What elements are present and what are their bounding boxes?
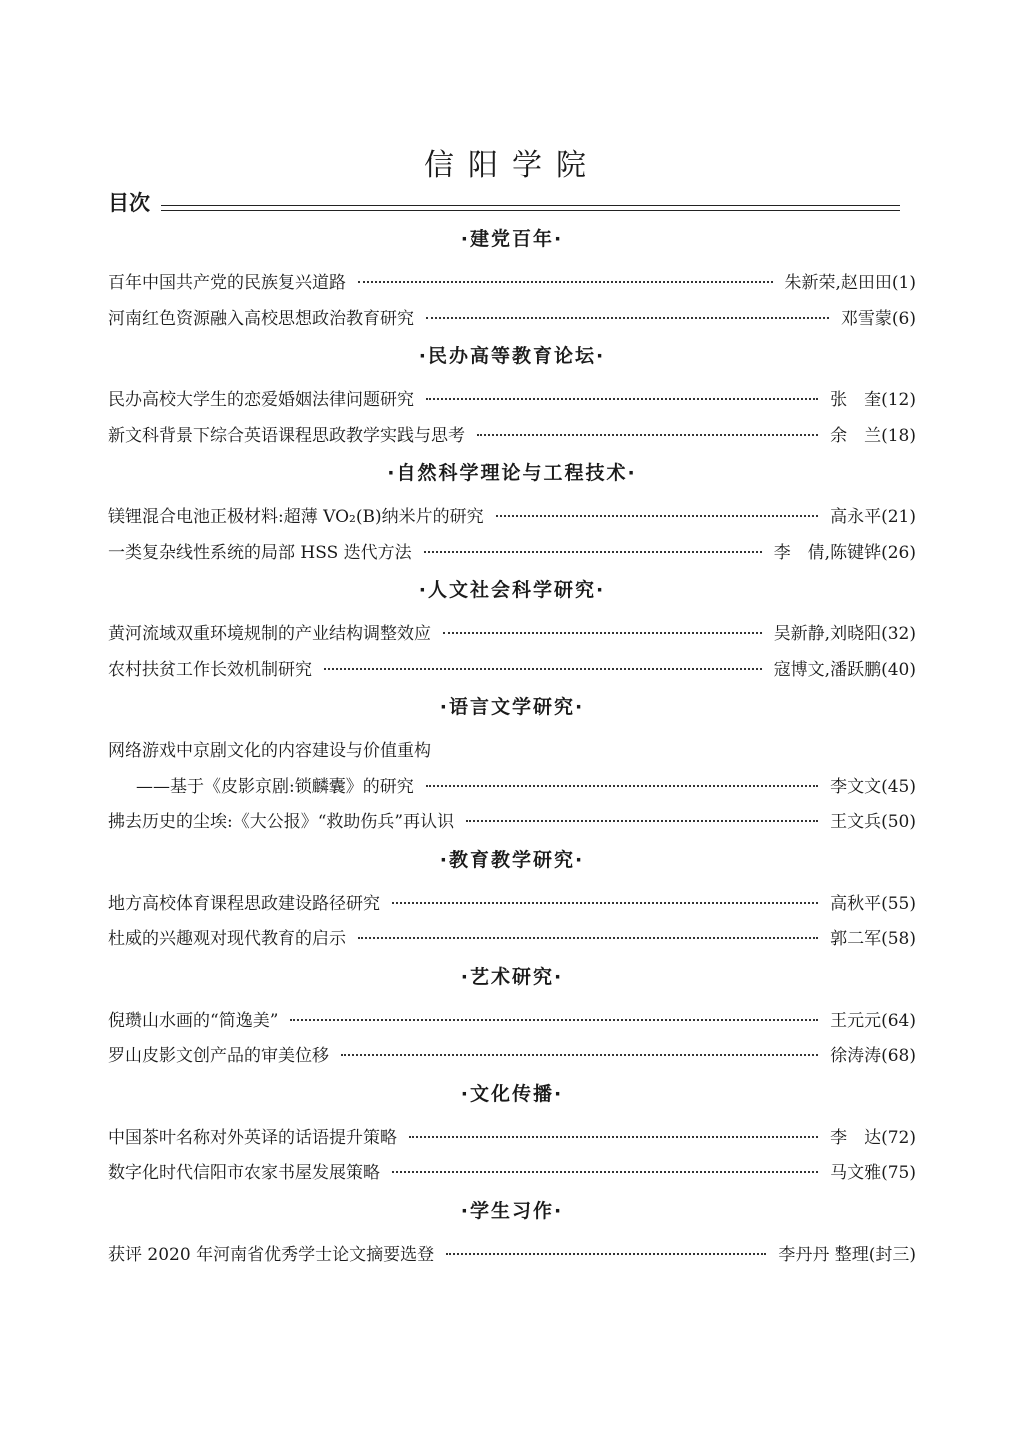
section-spacer bbox=[108, 609, 916, 617]
toc-entry[interactable] bbox=[108, 653, 916, 689]
toc-entry-author-page: 余 兰(18) bbox=[830, 425, 916, 446]
journal-title: 信阳学院 bbox=[424, 148, 600, 183]
toc-entry-author-page: 吴新静,刘晓阳(32) bbox=[773, 624, 916, 644]
toc-entry-title: 河南红色资源融入高校思想政治教育研究 bbox=[108, 308, 414, 329]
toc-entry-title: 一类复杂线性系统的局部 HSS 迭代方法 bbox=[108, 542, 412, 563]
toc-entry[interactable] bbox=[108, 617, 916, 653]
toc-double-rule bbox=[161, 205, 900, 211]
toc-entry-title: 新文科背景下综合英语课程思政教学实践与思考 bbox=[108, 425, 465, 446]
toc-header bbox=[108, 190, 900, 220]
section-spacer bbox=[108, 258, 916, 266]
toc-entry-author-page: 王元元(64) bbox=[830, 1010, 916, 1031]
toc-entry[interactable] bbox=[108, 805, 916, 841]
toc-entry[interactable] bbox=[108, 266, 916, 302]
dot-leader bbox=[477, 434, 818, 436]
section-spacer bbox=[108, 375, 916, 383]
section-spacer bbox=[108, 996, 916, 1004]
toc-entry-author-page: 郭二军(58) bbox=[830, 929, 916, 949]
toc-entry-title: 地方高校体育课程思政建设路径研究 bbox=[108, 893, 380, 914]
section-heading: ·文化传播· bbox=[460, 1082, 564, 1105]
section-spacer bbox=[108, 492, 916, 500]
toc-entry-title: 拂去历史的尘埃:《大公报》“救助伤兵”再认识 bbox=[108, 812, 455, 832]
toc-entry[interactable] bbox=[108, 1039, 916, 1075]
toc-entry[interactable] bbox=[108, 1238, 916, 1274]
toc-entry-title: 中国茶叶名称对外英译的话语提升策略 bbox=[108, 1127, 397, 1148]
section-heading: ·自然科学理论与工程技术· bbox=[387, 462, 637, 484]
toc-entry-author-page: 高永平(21) bbox=[830, 507, 916, 527]
toc-entry-author-page: 王文兵(50) bbox=[830, 812, 916, 832]
toc-entry-title: 数字化时代信阳市农家书屋发展策略 bbox=[108, 1163, 380, 1183]
toc-entry[interactable] bbox=[108, 383, 916, 419]
toc-entry-author-page: 李丹丹 整理(封三) bbox=[778, 1244, 916, 1265]
section-spacer bbox=[108, 726, 916, 734]
dot-leader bbox=[409, 1136, 818, 1138]
dot-leader bbox=[324, 668, 762, 670]
toc-entry[interactable] bbox=[108, 419, 916, 455]
toc-entry-author-page: 马文雅(75) bbox=[830, 1163, 916, 1183]
toc-entry-author-page: 李文文(45) bbox=[830, 776, 916, 797]
dot-leader bbox=[341, 1054, 818, 1056]
section-spacer bbox=[108, 1113, 916, 1121]
toc-entry[interactable] bbox=[108, 770, 916, 806]
dot-leader bbox=[392, 1171, 818, 1173]
section-heading: ·艺术研究· bbox=[460, 965, 564, 988]
toc-label: 目次 bbox=[108, 191, 150, 215]
toc-entry-title: 获评 2020 年河南省优秀学士论文摘要选登 bbox=[108, 1244, 435, 1265]
toc-entry-title: 镁锂混合电池正极材料:超薄 VO₂(B)纳米片的研究 bbox=[108, 507, 484, 527]
dot-leader bbox=[358, 281, 773, 283]
toc-entry-title: 农村扶贫工作长效机制研究 bbox=[108, 659, 312, 680]
toc-entry-author-page: 朱新荣,赵田田(1) bbox=[784, 273, 916, 293]
section-spacer bbox=[108, 1230, 916, 1238]
dot-leader bbox=[358, 937, 818, 939]
dot-leader bbox=[466, 820, 818, 822]
dot-leader bbox=[290, 1019, 818, 1021]
toc-entry-author-page: 徐涛涛(68) bbox=[830, 1046, 916, 1066]
table-of-contents bbox=[108, 220, 916, 1273]
toc-entry[interactable] bbox=[108, 1121, 916, 1157]
dot-leader bbox=[392, 902, 818, 904]
dot-leader bbox=[426, 398, 818, 400]
section-heading: ·民办高等教育论坛· bbox=[418, 345, 606, 367]
section-heading: ·人文社会科学研究· bbox=[418, 579, 606, 601]
toc-entry[interactable] bbox=[108, 536, 916, 572]
toc-entry-author-page: 李 达(72) bbox=[830, 1127, 916, 1148]
toc-entry-subtitle: ——基于《皮影京剧:锁麟囊》的研究 bbox=[136, 776, 414, 797]
toc-entry-author-page: 高秋平(55) bbox=[830, 893, 916, 914]
toc-entry-title: 倪瓒山水画的“简逸美” bbox=[108, 1010, 279, 1031]
toc-entry[interactable] bbox=[108, 922, 916, 958]
dot-leader bbox=[443, 632, 762, 634]
section-heading: ·语言文学研究· bbox=[439, 696, 585, 718]
toc-entry-title: 百年中国共产党的民族复兴道路 bbox=[108, 273, 346, 293]
dot-leader bbox=[446, 1253, 766, 1255]
toc-entry-title: 黄河流域双重环境规制的产业结构调整效应 bbox=[108, 624, 431, 644]
toc-entry-title: 网络游戏中京剧文化的内容建设与价值重构 bbox=[108, 741, 431, 761]
dot-leader bbox=[426, 785, 818, 787]
toc-entry-title: 杜威的兴趣观对现代教育的启示 bbox=[108, 929, 346, 949]
dot-leader bbox=[496, 515, 818, 517]
toc-entry-title: 民办高校大学生的恋爱婚姻法律问题研究 bbox=[108, 390, 414, 410]
toc-entry[interactable] bbox=[108, 887, 916, 923]
section-heading: ·建党百年· bbox=[460, 228, 564, 250]
toc-entry[interactable] bbox=[108, 1004, 916, 1040]
section-spacer bbox=[108, 879, 916, 887]
toc-entry[interactable] bbox=[108, 500, 916, 536]
section-heading: ·教育教学研究· bbox=[439, 848, 585, 871]
toc-entry-author-page: 寇博文,潘跃鹏(40) bbox=[773, 659, 916, 680]
dot-leader bbox=[424, 551, 762, 553]
toc-entry-author-page: 邓雪蒙(6) bbox=[840, 308, 916, 329]
toc-entry-title: 罗山皮影文创产品的审美位移 bbox=[108, 1046, 329, 1066]
toc-entry[interactable] bbox=[108, 1156, 916, 1192]
toc-entry-author-page: 李 倩,陈键铧(26) bbox=[773, 542, 916, 563]
toc-entry[interactable] bbox=[108, 302, 916, 338]
toc-entry-author-page: 张 奎(12) bbox=[830, 390, 916, 410]
section-heading: ·学生习作· bbox=[460, 1199, 564, 1222]
dot-leader bbox=[426, 317, 829, 319]
